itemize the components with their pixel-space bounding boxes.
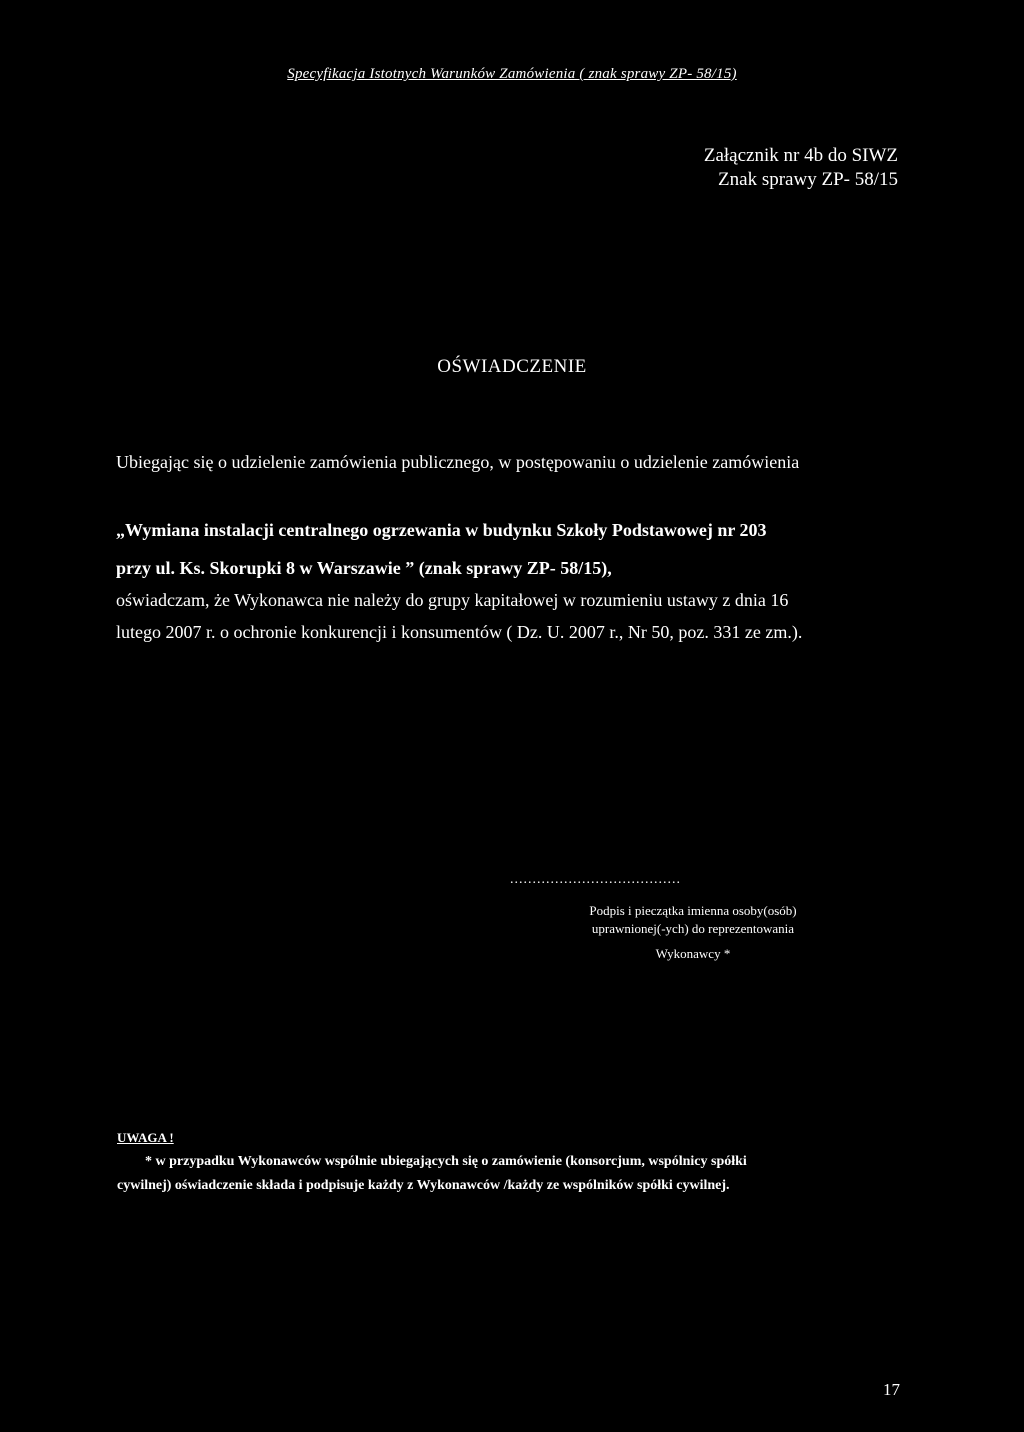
body-line-1: Ubiegając się o udzielenie zamówienia publicznego, w postępowaniu o udzielenie zamówienia xyxy=(116,452,800,472)
signature-caption-2: uprawnionej(-ych) do reprezentowania xyxy=(591,921,795,936)
body-line-2: „Wymiana instalacji centralnego ogrzewania w budynku Szkoły Podstawowej nr 203 xyxy=(116,520,767,540)
warning-title: UWAGA ! xyxy=(117,1130,174,1145)
page-number: 17 xyxy=(883,1380,900,1399)
signature-caption-1: Podpis i pieczątka imienna osoby(osób) xyxy=(589,903,797,918)
document-title: OŚWIADCZENIE xyxy=(437,356,587,377)
case-reference: Znak sprawy ZP- 58/15 xyxy=(718,169,898,190)
signature-caption-3: Wykonawcy * xyxy=(655,946,731,961)
body-line-3: przy ul. Ks. Skorupki 8 w Warszawie ” (znak sprawy ZP- 58/15), xyxy=(116,558,612,578)
body-line-5: lutego 2007 r. o ochronie konkurencji i konsumentów ( Dz. U. 2007 r., Nr 50, poz. 331 ze zm.). xyxy=(116,622,803,642)
warning-line-2: cywilnej) oświadczenie składa i podpisuje każdy z Wykonawców /każdy ze wspólników spółki cywilnej. xyxy=(117,1178,730,1193)
signature-line: ...................................... xyxy=(510,872,681,887)
document-header: Specyfikacja Istotnych Warunków Zamówienia ( znak sprawy ZP- 58/15) xyxy=(287,66,737,82)
body-line-4: oświadczam, że Wykonawca nie należy do grupy kapitałowej w rozumieniu ustawy z dnia 16 xyxy=(116,590,789,610)
annex-number: Załącznik nr 4b do SIWZ xyxy=(703,145,898,166)
warning-line-1: * w przypadku Wykonawców wspólnie ubiegających się o zamówienie (konsorcjum, wspólnicy spółki xyxy=(145,1154,747,1169)
